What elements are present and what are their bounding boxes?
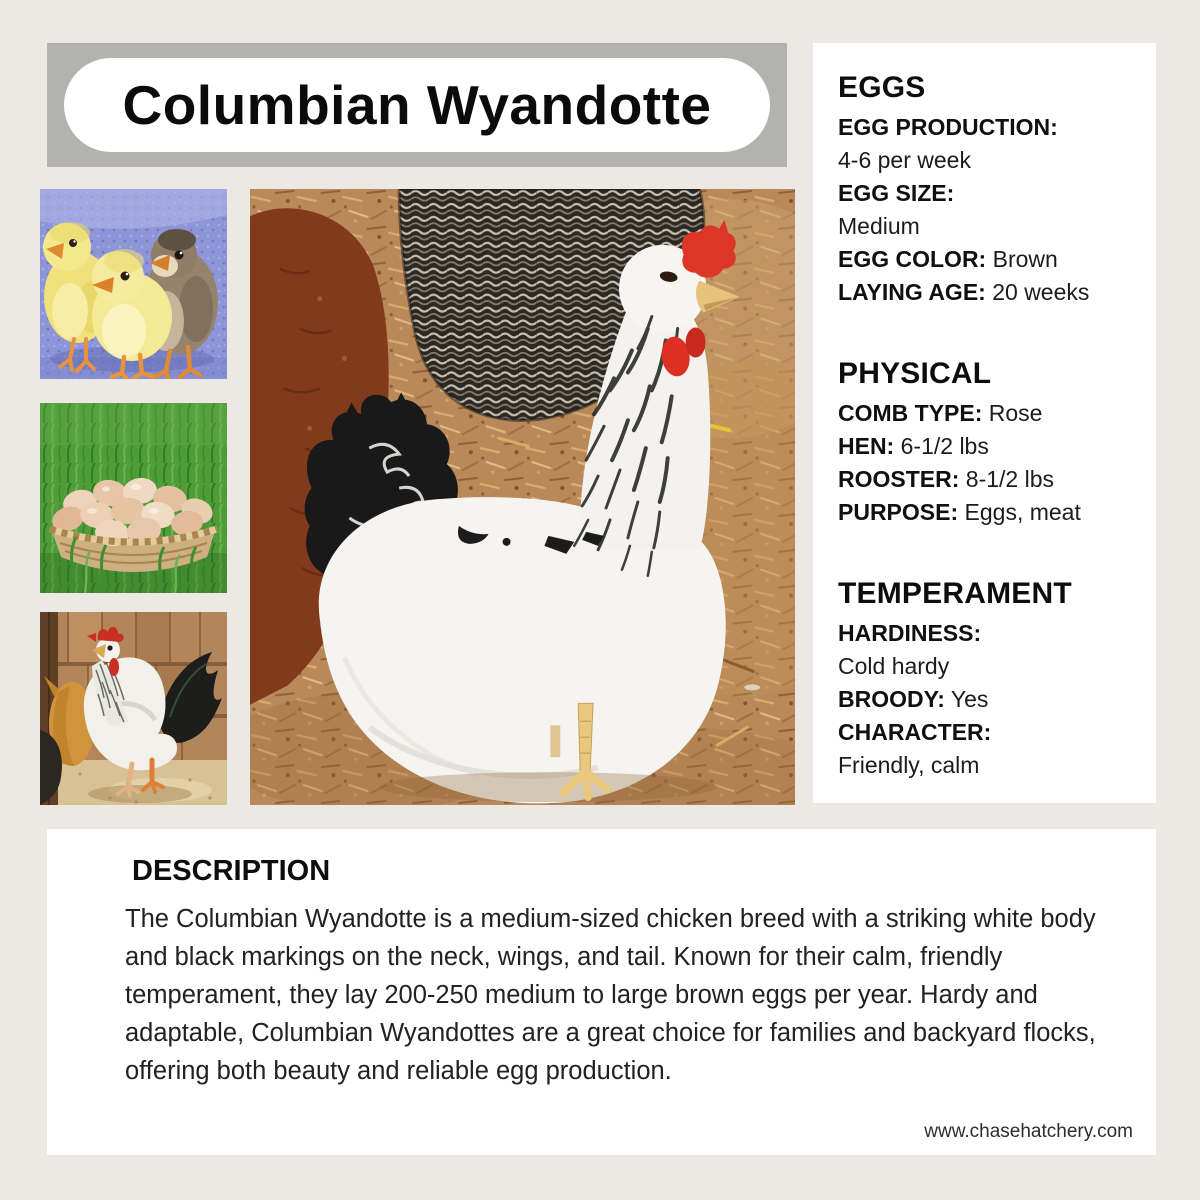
eggs-basket-photo — [40, 403, 227, 593]
description-panel — [47, 829, 1156, 1155]
spec-value-row: Cold hardy — [838, 653, 950, 679]
spec-row: LAYING AGE: 20 weeks — [838, 279, 1090, 305]
rooster-photo — [40, 612, 227, 805]
breed-title: Columbian Wyandotte — [122, 74, 712, 136]
spec-row: BROODY: Yes — [838, 686, 989, 712]
spec-row: EGG PRODUCTION: — [838, 114, 1058, 140]
specs-section-temperament — [838, 577, 1138, 782]
spec-row: EGG COLOR: Brown — [838, 246, 1058, 272]
section-heading-physical: PHYSICAL — [838, 357, 992, 390]
website-url: www.chasehatchery.com — [924, 1121, 1133, 1142]
description-heading: DESCRIPTION — [132, 855, 331, 887]
section-heading-eggs: EGGS — [838, 71, 926, 104]
spec-row: HEN: 6-1/2 lbs — [838, 433, 989, 459]
spec-row: HARDINESS: — [838, 620, 982, 646]
spec-row: EGG SIZE: — [838, 180, 955, 206]
spec-value-row: Friendly, calm — [838, 752, 980, 778]
spec-value-row: Medium — [838, 213, 920, 239]
chicks-photo — [40, 189, 227, 379]
spec-row: CHARACTER: — [838, 719, 992, 745]
title-banner — [47, 43, 787, 167]
hen-main-photo — [250, 189, 795, 805]
spec-row: PURPOSE: Eggs, meat — [838, 499, 1081, 525]
specs-section-eggs — [838, 71, 1138, 309]
specs-section-physical — [838, 357, 1138, 529]
spec-row: COMB TYPE: Rose — [838, 400, 1043, 426]
spec-row: ROOSTER: 8-1/2 lbs — [838, 466, 1054, 492]
spec-value-row: 4-6 per week — [838, 147, 971, 173]
title-pill — [64, 58, 770, 152]
section-heading-temperament: TEMPERAMENT — [838, 577, 1072, 610]
specs-panel — [813, 43, 1156, 803]
description-text: The Columbian Wyandotte is a medium-sized chicken breed with a striking white body and black markings on the neck, wings, and tail. Known for their calm, friendly temperament, they lay 200-250 medium to large brown eggs per year. Hardy and adaptable, Columbian Wyandottes are a great choice for families and backyard flocks, offering both beauty and reliable egg production. — [125, 905, 1096, 1085]
